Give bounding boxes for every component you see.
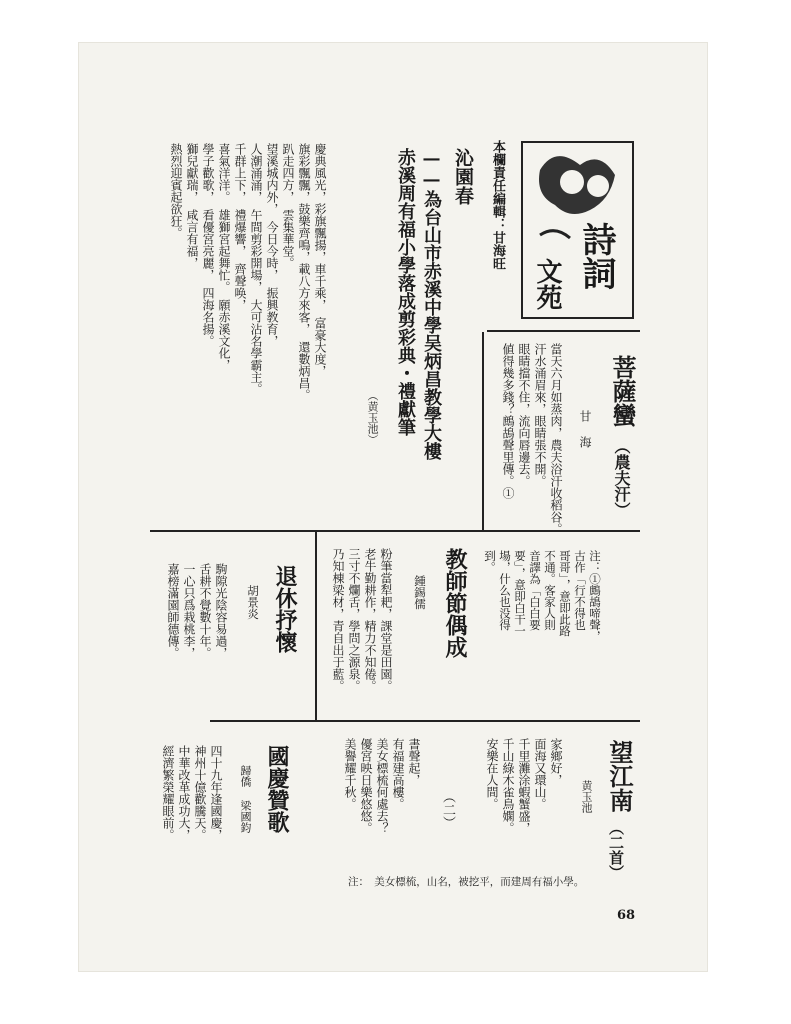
poem-subtitle: （農夫汗） [612, 438, 631, 518]
poem-body: 慶典風光，彩旗飄揚，車千乘， 富豪大度， 旗彩飄飄，鼓樂齊鳴，載八方來客， 還數炳昌。 趴走四方， 雲集華堂。 望溪城内外， 今日今時， 振興教育， 人潮涌涌， 午間剪彩開場， 大可沾名學霸主。 千群上下， 禮爆響， 齊聲唤， 喜氣洋洋。 雄獅宮起舞忙。 願赤溪文化， 學子歡歌， 看優宮亮麗， 四海名揚。 獅兒獻瑞， 咸言有福， 熱烈迎賓起欲狂。 [169, 143, 327, 401]
poem-title: 退休抒懷 [272, 565, 298, 653]
poem-line: 眼睛擋不住，流向唇邊去。 [517, 343, 531, 487]
poem-author: （黄玉池） [366, 390, 379, 445]
poem-subtitle: （二首） [607, 820, 625, 880]
section-marker: （二） [440, 790, 455, 829]
poem-line: 値得幾多錢？鷓鴣聲里傳。① [501, 343, 515, 499]
poem-line: 當天六月如蒸肉，農夫浴汗收稻谷。 [549, 343, 563, 535]
poem-title: 望江南 [605, 740, 634, 812]
poem-body: 書聲起， 有福建高樓。 美女標梳何處去？ 優宮映日樂悠悠。 美譽耀千秋。 [343, 738, 421, 834]
poem-body [500, 343, 564, 533]
poem-body: 粉筆當犁耙，課堂是田園。 老牛勤耕作，精力不知倦。 三寸不爛舌，學問之源泉。 乃知棟梁材，青自出于藍。 [331, 548, 393, 692]
poem-note: 注： 美女標梳，山名，被挖平，而建周有福小學。 [348, 876, 585, 888]
divider-rule [150, 530, 640, 532]
poem-author: 黄玉池 [580, 780, 593, 813]
poem-author: 歸僑 梁國鈞 [239, 765, 252, 833]
divider-rule [315, 530, 317, 720]
divider-rule [487, 330, 640, 332]
poem-title: 沁園春 [452, 148, 474, 205]
editor-label: 本欄責任編輯：甘海旺 [490, 140, 505, 270]
poem-body: 家鄉好， 面海又環山。 千里灘涂蝦蟹盛， 千山綠木雀鳥嫻。 安樂在人間。 [485, 738, 563, 834]
poem-author: 胡景炎 [246, 585, 260, 620]
poem-body: 四十九年逢國慶， 神州十億歡騰天。 中華改革成功大， 經濟繁榮耀眼前。 [161, 745, 223, 841]
divider-rule [482, 332, 484, 530]
divider-rule [210, 720, 640, 722]
column-name-small-chars: 文苑 [532, 258, 562, 310]
poem-author: 甘 海 [578, 410, 592, 448]
poem-footnote: 注：①鷓鴣啼聲， 古作「行不得也 哥哥」，意即此路 不通。客家人則 音譯為「白白要 要」，意即白干一 場，什么也没得 到。 [483, 550, 602, 642]
poem-subtitle: ——為台山市赤溪中學吴炳昌教學大樓 赤溪周有福小學落成剪彩典・禮獻筆 [395, 148, 442, 460]
poem-body: 駒隙光陰容易過， 舌耕不覺數十年。 一心只爲栽桃李， 嘉榜滿園師德傳。 [166, 563, 228, 659]
poem-title: 教師節偶成 [442, 548, 468, 658]
poem-title: 國慶贊歌 [264, 745, 290, 833]
poem-author: 鍾錫儒 [413, 575, 427, 610]
page-number: 68 [617, 908, 636, 923]
poem-title: 菩薩蠻 [608, 355, 637, 427]
column-name-chars: 詩詞 [576, 222, 616, 290]
poem-line: 汗水涌眉來，眼睛張不開。 [533, 343, 547, 487]
